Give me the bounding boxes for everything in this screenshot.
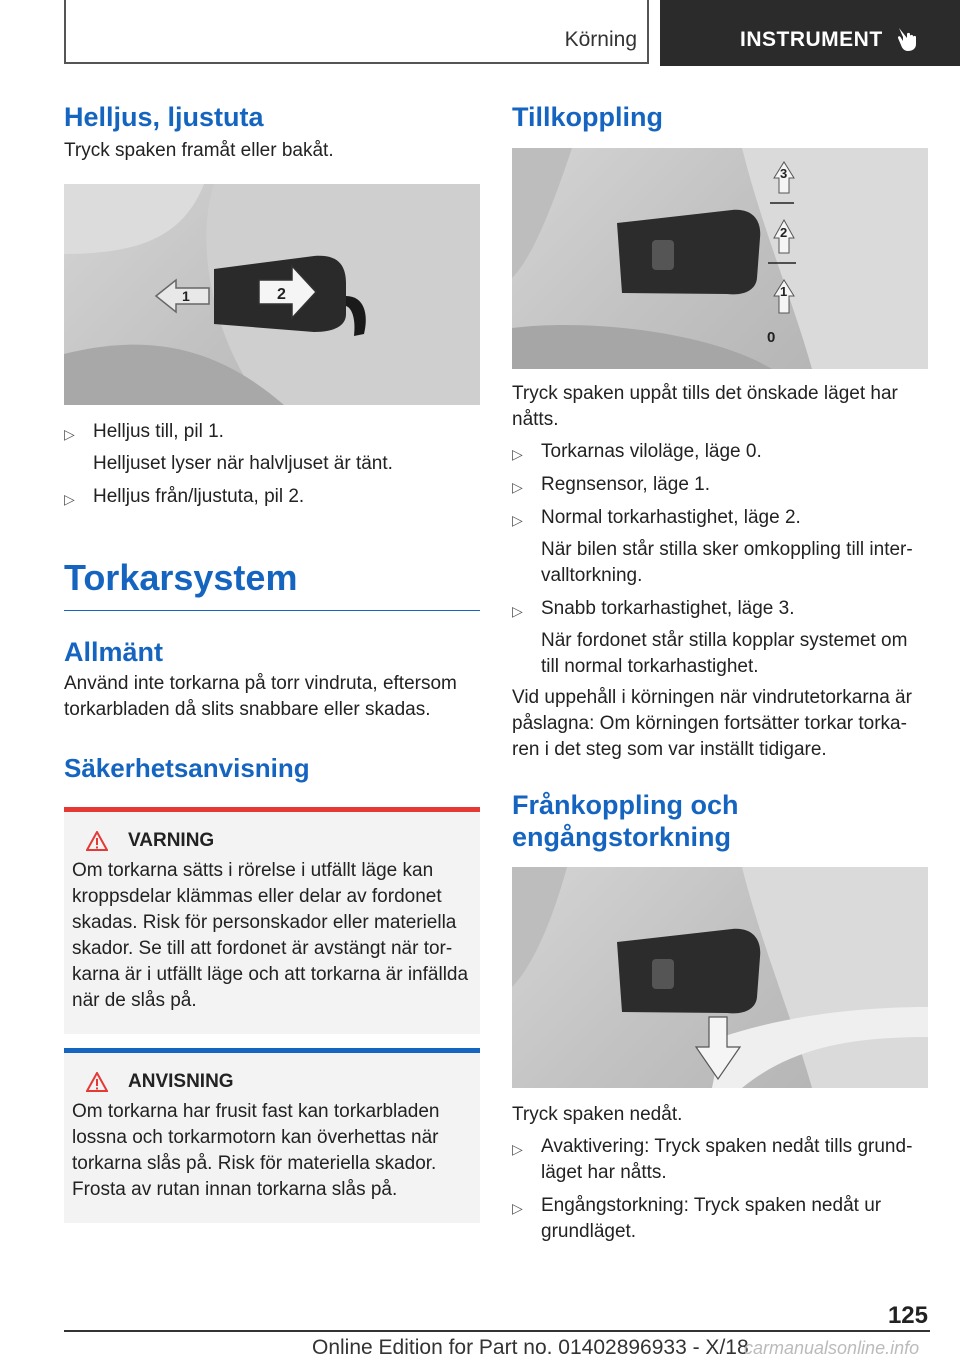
- wiper-system-heading: Torkarsystem: [64, 556, 480, 611]
- switch-on-list: [512, 439, 928, 680]
- list-item: ▷ Normal torkarhastighet, läge 2. När bilen står stilla sker omkoppling till intervalltorkning.: [512, 507, 913, 586]
- general-heading: Allmänt: [64, 637, 164, 667]
- list-item: ▷ Helljus till, pil 1. Helljuset lyser när halvljuset är tänt.: [64, 421, 393, 474]
- warning-triangle-icon: [86, 831, 108, 851]
- image1-arrow-label-1: 1: [182, 288, 190, 304]
- triangle-bullet-icon: ▷: [64, 491, 75, 507]
- image2-label-1: 1: [780, 284, 788, 299]
- caution-triangle-icon: [86, 1072, 108, 1092]
- switch-off-list: [512, 1134, 928, 1245]
- footer-watermark: carmanualsonline.info: [744, 1338, 920, 1358]
- footer-edition: Online Edition for Part no. 01402896933 - X/18: [312, 1336, 749, 1359]
- wiper-off-image: [512, 867, 928, 1088]
- triangle-bullet-icon: ▷: [512, 446, 523, 462]
- list-item: ▷ Torkarnas viloläge, läge 0.: [512, 439, 928, 465]
- switch-on-intro: Tryck spaken uppåt tills det önskade läget har nåtts.: [512, 383, 898, 430]
- list-item: ▷ Engångstorkning: Tryck spaken nedåt ur grundläget.: [512, 1195, 882, 1242]
- triangle-bullet-icon: ▷: [512, 1141, 523, 1157]
- safety-heading: Säkerhetsanvisning: [64, 753, 310, 783]
- left-column: [64, 100, 480, 1223]
- switch-on-heading: Tillkoppling: [512, 102, 663, 132]
- triangle-bullet-icon: ▷: [512, 603, 523, 619]
- general-text: Använd inte torkarna på torr vindruta, eftersom torkarbladen då slits snabbare eller skadas.: [64, 673, 457, 720]
- image2-label-3: 3: [780, 166, 788, 181]
- triangle-bullet-icon: ▷: [512, 479, 523, 495]
- triangle-bullet-icon: ▷: [512, 1200, 523, 1216]
- note-title: ANVISNING: [128, 1071, 234, 1092]
- image1-arrow-label-2: 2: [277, 286, 286, 303]
- switch-on-note: Vid uppehåll i körningen när vindrutetorkarna är påslagna: Om körningen fortsätter torkar torkaren i det steg som var inställt tidigare.: [512, 687, 912, 760]
- highbeam-list: [64, 419, 480, 510]
- switch-off-heading: Frånkoppling och engångstorkning: [512, 790, 739, 852]
- list-item: ▷ Helljus från/ljustuta, pil 2.: [64, 484, 480, 510]
- page-header: [0, 0, 960, 66]
- header-section-box: [64, 0, 649, 64]
- list-item: ▷ Regnsensor, läge 1.: [512, 472, 928, 498]
- list-item: ▷ Avaktivering: Tryck spaken nedåt tills grundläget har nåtts.: [512, 1136, 913, 1183]
- list-item: ▷ Snabb torkarhastighet, läge 3. När fordonet står stilla kopplar systemet om till normal torkarhastighet.: [512, 598, 908, 677]
- page-number: 125: [887, 1302, 928, 1329]
- note-text: Om torkarna har frusit fast kan torkarbladen lossna och torkarmotorn kan överhettas när torkarna slås på. Risk för materiella skador. Frosta av rutan innan torkarna slås på.: [72, 1101, 440, 1200]
- header-chapter-box: [660, 0, 960, 66]
- warning-box: [64, 807, 480, 1034]
- image2-label-2: 2: [780, 225, 788, 240]
- right-column: [512, 100, 928, 1252]
- highbeam-heading: Helljus, ljustuta: [64, 102, 264, 132]
- wiper-on-image: [512, 148, 928, 369]
- note-box: [64, 1048, 480, 1223]
- switch-off-intro: Tryck spaken nedåt.: [512, 1104, 683, 1125]
- image2-label-0: 0: [767, 329, 776, 346]
- highbeam-intro: Tryck spaken framåt eller bakåt.: [64, 140, 334, 161]
- warning-text: Om torkarna sätts i rörelse i utfällt läge kan kroppsdelar klämmas eller delar av fordonet skadas. Risk för personskador eller materiella skador. Se till att fordonet är avstängt när torkarna är i utfällt läge och att torkarna är infällda när de slås på.: [72, 860, 469, 1011]
- header-chapter-label: INSTRUMENT: [740, 28, 883, 51]
- highbeam-lever-image: [64, 184, 480, 405]
- triangle-bullet-icon: ▷: [64, 426, 75, 442]
- footer-divider: [64, 1330, 930, 1332]
- hand-pointer-icon: [896, 24, 920, 52]
- header-section-label: Körning: [564, 28, 637, 51]
- triangle-bullet-icon: ▷: [512, 512, 523, 528]
- warning-title: VARNING: [128, 830, 215, 851]
